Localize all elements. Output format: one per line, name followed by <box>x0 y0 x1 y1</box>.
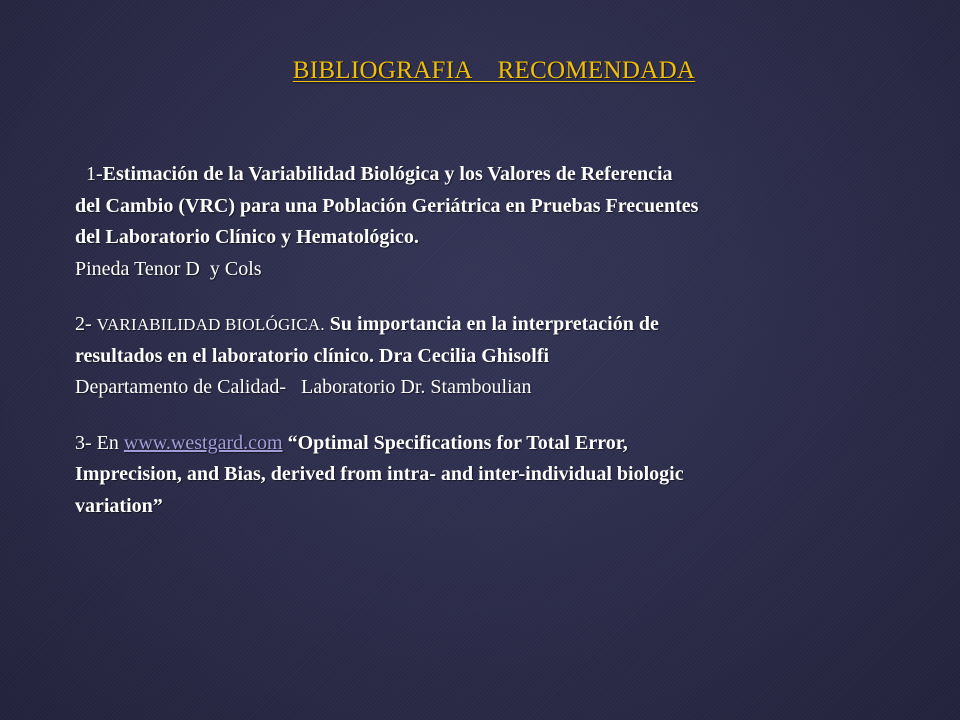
westgard-link[interactable]: www.westgard.com <box>123 431 283 454</box>
slide-title: BIBLIOGRAFIA RECOMENDADA <box>292 57 696 84</box>
reference-3-line-1 <box>75 428 895 460</box>
reference-3-title-line-1: “Optimal Specifications for Total Error, <box>282 431 628 454</box>
reference-1-title-line-2: del Cambio (VRC) para una Población Geriátrica en Pruebas Frecuentes <box>75 194 699 217</box>
reference-3-prefix: 3- En <box>75 431 124 454</box>
reference-1-line-1 <box>75 159 895 191</box>
reference-2-title-line-1: Su importancia en la interpretación de <box>324 313 659 335</box>
reference-1-title-line-3: del Laboratorio Clínico y Hematológico. <box>75 226 419 248</box>
reference-2 <box>75 309 895 404</box>
reference-2-affiliation: Departamento de Calidad- Laboratorio Dr. Stamboulian <box>75 376 532 398</box>
reference-1-title-line-1: Estimación de la Variabilidad Biológica y los Valores de Referencia <box>102 163 673 185</box>
reference-2-line-1 <box>75 309 895 341</box>
reference-3-title-line-3: variation” <box>75 494 163 517</box>
reference-1-number: 1- <box>86 163 103 185</box>
reference-2-title-line-2: resultados en el laboratorio clínico. Dra Cecilia Ghisolfi <box>75 344 550 367</box>
reference-3 <box>75 428 895 523</box>
reference-1 <box>75 159 895 285</box>
spacer <box>75 404 895 428</box>
reference-2-caps-title: VARIABILIDAD BIOLÓGICA. <box>96 315 325 334</box>
reference-3-title-line-2: Imprecision, and Bias, derived from intra- and inter-individual biologic <box>75 463 684 485</box>
reference-2-number: 2- <box>75 313 97 335</box>
bibliography-list <box>75 159 895 522</box>
spacer <box>75 285 895 309</box>
reference-1-authors: Pineda Tenor D y Cols <box>75 257 262 280</box>
